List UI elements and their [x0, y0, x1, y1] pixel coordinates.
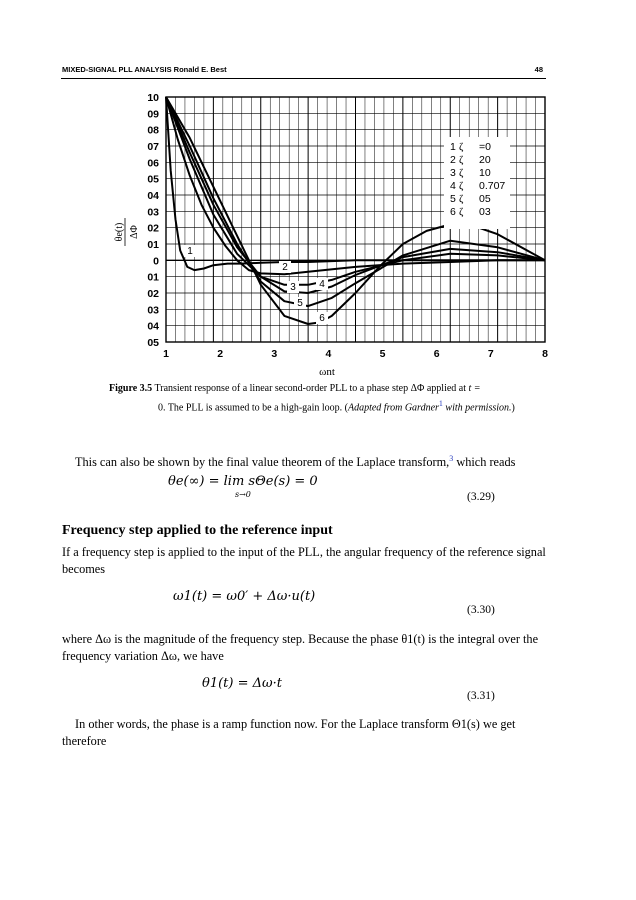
equation-number-3-31: (3.31)	[467, 690, 495, 702]
x-tick-label: 3	[271, 348, 278, 360]
y-tick-label: 0	[153, 255, 159, 268]
curve-label-6: 6	[319, 313, 325, 324]
legend-zeta: ζ	[459, 181, 464, 192]
curve-label-5: 5	[297, 298, 303, 309]
x-tick-label: 2	[217, 348, 224, 360]
equation-3-31: θ1(t) = Δω·t	[202, 676, 282, 691]
y-tick-label: 04	[147, 190, 159, 202]
legend-index: 1	[450, 141, 456, 153]
legend-value: 20	[479, 154, 491, 166]
paragraph-ramp-function: In other words, the phase is a ramp function now. For the Laplace transform Θ1(s) we get therefore	[62, 717, 516, 748]
y-tick-label: 07	[147, 141, 159, 153]
legend-value: 03	[479, 206, 491, 218]
equation-number-3-30: (3.30)	[467, 604, 495, 616]
curve-label-3: 3	[290, 282, 296, 293]
x-tick-label: 5	[379, 348, 386, 360]
equation-number-3-29: (3.29)	[467, 491, 495, 503]
equation-3-29: θe(∞) = lim sΘe(s) = 0	[168, 474, 318, 489]
y-axis-label-numerator: θe(t)	[114, 222, 125, 242]
legend-value: 05	[479, 193, 491, 205]
legend-index: 2	[450, 154, 456, 166]
p1-ref-3[interactable]: 3	[449, 454, 454, 463]
legend-index: 5	[450, 193, 456, 205]
y-tick-label: 01	[147, 271, 159, 284]
section-heading: Frequency step applied to the reference input	[62, 523, 333, 538]
legend-zeta: ζ	[459, 142, 464, 153]
x-axis-label: ωnt	[319, 366, 335, 378]
legend-zeta: ζ	[459, 194, 464, 205]
page-number: 48	[534, 65, 543, 74]
y-tick-label: 02	[147, 222, 159, 235]
legend-index: 3	[450, 167, 456, 179]
caption-with: with permission.	[442, 401, 512, 413]
legend-zeta: ζ	[459, 207, 464, 218]
p1-text-b: which reads	[453, 455, 516, 470]
header-title: MIXED-SIGNAL PLL ANALYSIS Ronald E. Best	[62, 65, 227, 74]
x-tick-label: 1	[163, 348, 169, 360]
caption-t-eq: t =	[468, 383, 481, 394]
y-axis-label-denominator: ΔΦ	[129, 225, 140, 239]
legend-value: 0.707	[479, 180, 506, 192]
y-tick-label: 04	[147, 320, 159, 333]
x-tick-label: 6	[433, 348, 440, 360]
p1-text-a: This can also be shown by the final value theorem of the Laplace transform,	[75, 455, 450, 470]
curve-label-2: 2	[282, 262, 288, 273]
y-tick-label: 01	[147, 239, 159, 251]
caption-label: Figure 3.5	[109, 383, 153, 394]
y-tick-label: 09	[147, 108, 159, 121]
y-tick-label: 05	[147, 173, 159, 186]
legend-value: 10	[479, 167, 491, 179]
y-tick-label: 03	[147, 206, 159, 219]
paragraph-final-value	[75, 450, 515, 471]
figure-3-5-chart	[0, 0, 636, 380]
paragraph-frequency-step: If a frequency step is applied to the input of the PLL, the angular frequency of the reference signal becomes	[62, 545, 546, 576]
legend-zeta: ζ	[459, 155, 464, 166]
y-tick-label: 05	[147, 337, 159, 349]
paragraph-phase-integral: where Δω is the magnitude of the frequency step. Because the phase θ1(t) is the integral over the frequency variation Δω, we have	[62, 632, 539, 663]
caption-text-2: 0. The PLL is assumed to be a high-gain loop. (	[158, 401, 348, 413]
x-tick-label: 7	[487, 348, 494, 360]
curve-label-1: 1	[187, 246, 193, 257]
legend-index: 4	[450, 180, 456, 192]
x-tick-label: 8	[542, 348, 548, 360]
caption-adapted: Adapted from Gardner	[347, 401, 439, 413]
y-tick-label: 03	[147, 304, 159, 317]
legend-value: =0	[479, 141, 491, 153]
curve-label-4: 4	[319, 279, 325, 290]
equation-3-29-limit-subscript: s→0	[235, 490, 251, 499]
y-tick-label: 06	[147, 157, 159, 170]
x-tick-labels	[163, 348, 548, 360]
y-tick-label: 02	[147, 288, 159, 300]
caption-ref-1[interactable]: 1	[438, 398, 443, 408]
caption-close: )	[511, 401, 515, 413]
x-tick-label: 4	[325, 348, 332, 360]
caption-text-1: Transient response of a linear second-order PLL to a phase step ΔΦ applied at	[152, 383, 469, 394]
legend-zeta: ζ	[459, 168, 464, 179]
legend-index: 6	[450, 206, 456, 218]
y-tick-label: 08	[147, 124, 159, 137]
figure-caption	[109, 382, 539, 415]
chart-legend	[444, 137, 510, 229]
y-tick-labels	[147, 92, 159, 349]
y-tick-label: 10	[147, 92, 159, 104]
equation-3-30: ω1(t) = ω0′ + Δω·u(t)	[173, 589, 316, 604]
